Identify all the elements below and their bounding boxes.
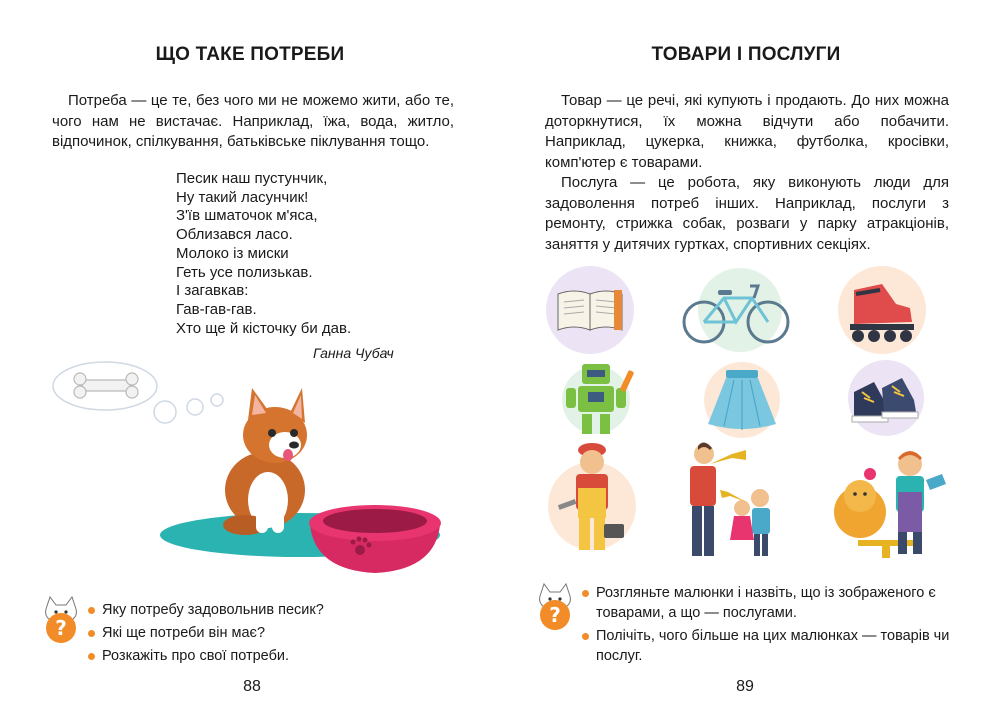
- question-cat-icon: [40, 595, 82, 645]
- pet-bowl-icon: [309, 505, 441, 573]
- dog-grooming-icon: [830, 440, 950, 562]
- list-item: Розгляньте малюнки і назвіть, що із зображеного є товарами, а що — послугами.: [580, 583, 955, 623]
- dog-scene: [160, 385, 450, 585]
- page-title: ЩО ТАКЕ ПОТРЕБИ: [155, 44, 345, 65]
- list-item: Яку потребу задовольнив песик?: [86, 600, 486, 620]
- goods-paragraph: Товар — це речі, які купують і продають. До них можна доторкнутися, їх можна відчути або побачити. Наприклад, цукерка, книжка, футболка, кросівки, комп'ютер є товарами.: [545, 92, 949, 171]
- svg-text:?: ?: [55, 616, 67, 640]
- bicycle-icon: [680, 264, 790, 356]
- dog-icon: [223, 388, 307, 535]
- roller-skates-icon: [836, 264, 928, 356]
- list-item: Які ще потреби він має?: [86, 623, 486, 643]
- page-title: ТОВАРИ І ПОСЛУГИ: [651, 44, 841, 65]
- book-icon: [544, 264, 636, 356]
- right-page: [500, 0, 1000, 721]
- questions-list: [86, 600, 486, 669]
- poem-line: Хто ще й кісточку би дав.: [176, 319, 352, 337]
- services-paragraph: Послуга — це робота, яку виконують люди для задоволення потреб інших. Наприклад, послуги з ремонту, стрижка собак, розваги у парку атракціонів, заняття у дитячих гуртках, спортивних секціях.: [545, 174, 949, 253]
- skirt-icon: [700, 360, 784, 440]
- question-cat-icon: [534, 582, 576, 632]
- intro-paragraph: Потреба — це те, без чого ми не можемо жити, або те, чого нам не вистачає. Наприклад, їжа, вода, житло, відпочинок, спілкування, батьківське піклування тощо.: [52, 92, 454, 150]
- poem: [176, 170, 351, 338]
- page-number: 89: [736, 678, 754, 695]
- repairman-icon: [546, 440, 638, 558]
- poem-line: Гав-гав-гав.: [176, 300, 257, 318]
- list-item: Розкажіть про свої потреби.: [86, 646, 486, 666]
- list-item: Полічіть, чого більше на цих малюнках — товарів чи послуг.: [580, 626, 955, 666]
- sneakers-icon: [844, 358, 928, 438]
- questions-list: [580, 583, 955, 669]
- poem-line: З'їв шматочок м'яса,: [176, 207, 318, 225]
- poem-line: Молоко із миски: [176, 244, 289, 262]
- svg-text:?: ?: [549, 603, 561, 627]
- poem-line: Песик наш пустунчик,: [176, 170, 328, 187]
- poem-line: Ну такий ласунчик!: [176, 188, 309, 206]
- poem-line: Геть усе полизькав.: [176, 263, 313, 281]
- poem-line: Облизався ласо.: [176, 226, 293, 244]
- toy-robot-icon: [556, 358, 644, 438]
- poem-author: Ганна Чубач: [313, 345, 394, 361]
- poem-line: І загавкав:: [176, 282, 249, 300]
- page-number: 88: [243, 678, 261, 695]
- music-lesson-icon: [676, 440, 794, 562]
